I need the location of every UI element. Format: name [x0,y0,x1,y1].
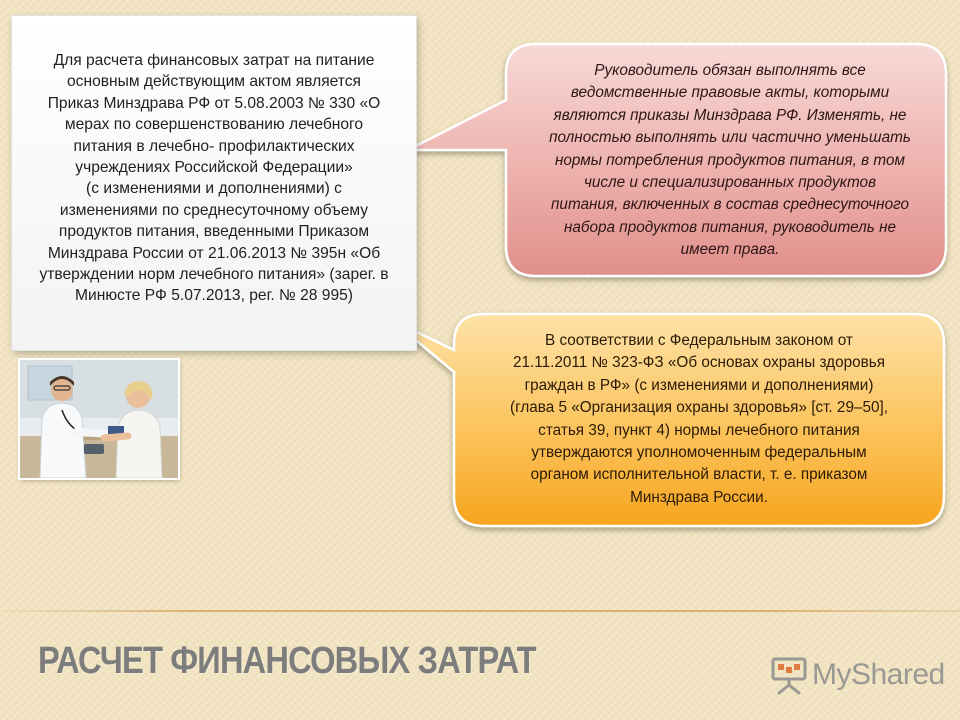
callout-top-line: имеет права. [680,241,780,259]
myshared-watermark [770,652,945,698]
slide-title: РАСЧЕТ ФИНАНСОВЫХ ЗАТРАТ [38,640,536,682]
callout-bottom-line: (глава 5 «Организация охраны здоровья» [ст. 29–50], [510,399,888,417]
callout-bottom-line: 21.11.2011 № 323-ФЗ «Об основах охраны здоровья [512,354,886,372]
main-text-line: учреждениях Российской Федерации» [75,159,353,177]
callout-bottom-line: граждан в РФ» (с изменениями и дополнениями) [524,376,874,394]
callout-top-line: нормы потребления продуктов питания, в том [555,151,905,169]
main-text-box [12,16,416,350]
main-text-line: питания в лечебно- профилактических [73,137,355,155]
presentation-stand-icon [770,655,808,695]
callout-top-line: набора продуктов питания, руководитель не [563,218,897,236]
callout-bottom-line: В соответствии с Федеральным законом от [545,332,853,349]
main-text-line: Для расчета финансовых затрат на питание [53,52,375,69]
watermark-text: MyShared [812,658,945,691]
doctor-patient-photo [20,360,178,478]
main-text-line: изменениями по среднесуточному объему [59,201,369,219]
callout-top-line: ведомственные правовые акты, которыми [570,84,890,102]
callout-top-line: полностью выполнять или частично уменьшать [549,129,911,147]
main-text-line: утверждении норм лечебного питания» (зарег. в [39,266,389,284]
photo-illustration [20,360,178,478]
main-text-line: основным действующим актом является [67,73,361,91]
callout-top-line: числе и специализированных продуктов [583,174,877,192]
callout-top-line: Руководитель обязан выполнять все [594,62,866,79]
main-text-line: Минздрава России от 21.06.2013 № 395н «Об [47,244,381,262]
callout-bottom-text [462,330,936,509]
main-text-line: Приказ Минздрава РФ от 5.08.2003 № 330 «О [47,94,381,112]
callout-top-line: питания, включенных в состав среднесуточного [551,196,909,214]
main-text-line: мерах по совершенствованию лечебного [64,116,364,134]
callout-bottom-line: статья 39, пункт 4) нормы лечебного питания [538,421,860,439]
main-text-line: (с изменениями и дополнениями) с [86,180,342,198]
callout-bottom-line: органом исполнительной власти, т. е. приказом [530,466,868,484]
main-text-line: Минюсте РФ 5.07.2013, рег. № 28 995) [75,287,353,305]
callout-top-line: являются приказы Минздрава РФ. Изменять, не [553,106,907,124]
callout-bottom-line: утверждаются уполномоченным федеральным [531,444,867,462]
callout-bottom-line: Минздрава России. [630,488,768,506]
main-text-line: продуктов питания, введенными Приказом [58,223,370,241]
callout-top-text [524,60,936,262]
